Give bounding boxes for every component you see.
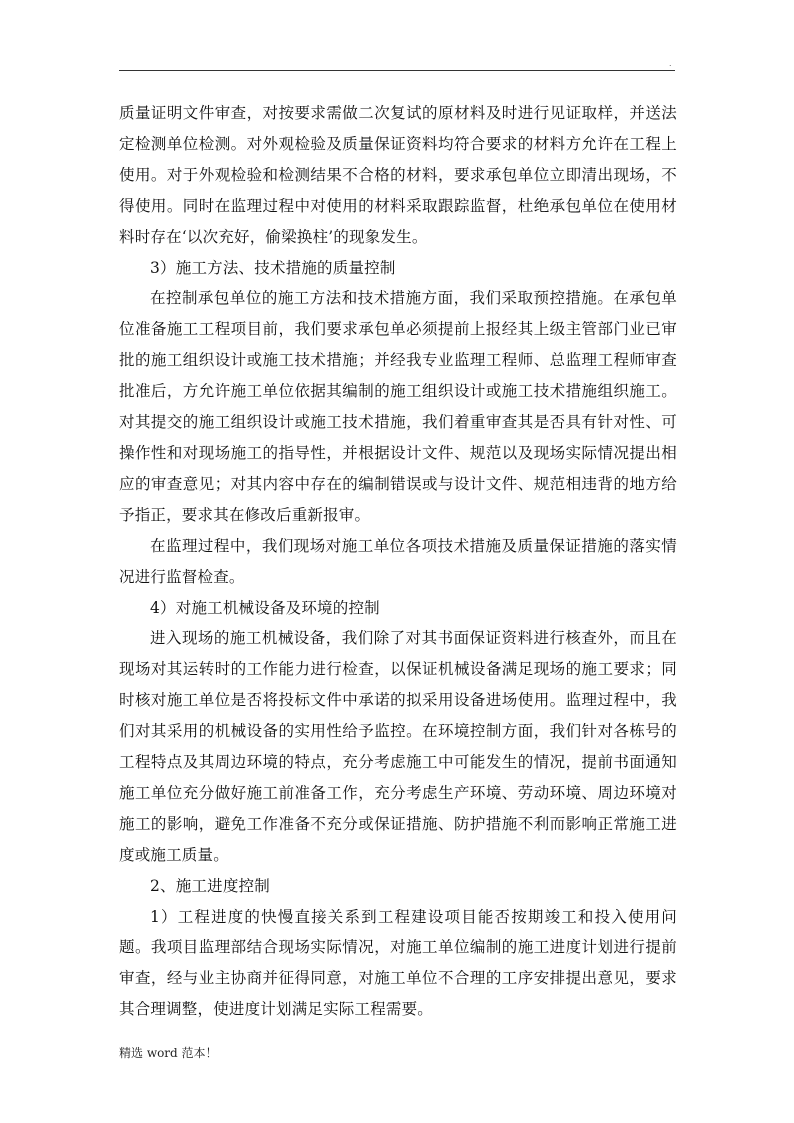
document-body (119, 98, 677, 1025)
heading-construction-method-quality: 3）施工方法、技术措施的质量控制 (150, 258, 396, 277)
paragraph-material-inspection: 质量证明文件审查，对按要求需做二次复试的原材料及时进行见证取样，并送法定检测单位检测。对外观检验及质量保证资料均符合要求的材料方允许在工程上使用。对于外观检验和检测结果不合格的材料，要求承包单位立即清出现场，不得使用。同时在监理过程中对使用的材料采取跟踪监督，杜绝承包单位在使用材料时存在‘以次充好，偷梁换柱’的现象发生。 (119, 104, 677, 246)
paragraph-supervision-inspection: 在监理过程中，我们现场对施工单位各项技术措施及质量保证措施的落实情况进行监督检查。 (119, 536, 677, 586)
footer-note: 精选 word 范本！ (119, 1046, 218, 1060)
paragraph-equipment-control: 进入现场的施工机械设备，我们除了对其书面保证资料进行核查外，而且在现场对其运转时的工作能力进行检查，以保证机械设备满足现场的施工要求；同时核对施工单位是否将投标文件中承诺的拟采用设备进场使用。监理过程中，我们对其采用的机械设备的实用性给予监控。在环境控制方面，我们针对各栋号的工程特点及其周边环境的特点，充分考虑施工中可能发生的情况，提前书面通知施工单位充分做好施工前准备工作，充分考虑生产环境、劳动环境、周边环境对施工的影响，避免工作准备不充分或保证措施、防护措施不利而影响正常施工进度或施工质量。 (119, 629, 677, 864)
paragraph-construction-method-control: 在控制承包单位的施工方法和技术措施方面，我们采取预控措施。在承包单位准备施工工程项目前，我们要求承包单必须提前上报经其上级主管部门业已审批的施工组织设计或施工技术措施；并经我专业监理工程师、总监理工程师审查批准后，方允许施工单位依据其编制的施工组织设计或施工技术措施组织施工。对其提交的施工组织设计或施工技术措施，我们着重审查其是否具有针对性、可操作性和对现场施工的指导性，并根据设计文件、规范以及现场实际情况提出相应的审查意见；对其内容中存在的编制错误或与设计文件、规范相违背的地方给予指正，要求其在修改后重新报审。 (119, 289, 677, 524)
paragraph-schedule-control: 1）工程进度的快慢直接关系到工程建设项目能否按期竣工和投入使用问题。我项目监理部结合现场实际情况，对施工单位编制的施工进度计划进行提前审查，经与业主协商并征得同意，对施工单位不合理的工序安排提出意见，要求其合理调整，使进度计划满足实际工程需要。 (119, 907, 677, 1019)
heading-schedule-control: 2、施工进度控制 (150, 876, 270, 895)
heading-equipment-environment-control: 4）对施工机械设备及环境的控制 (150, 598, 380, 617)
header-rule (119, 70, 675, 71)
header-mark: . (669, 58, 672, 68)
